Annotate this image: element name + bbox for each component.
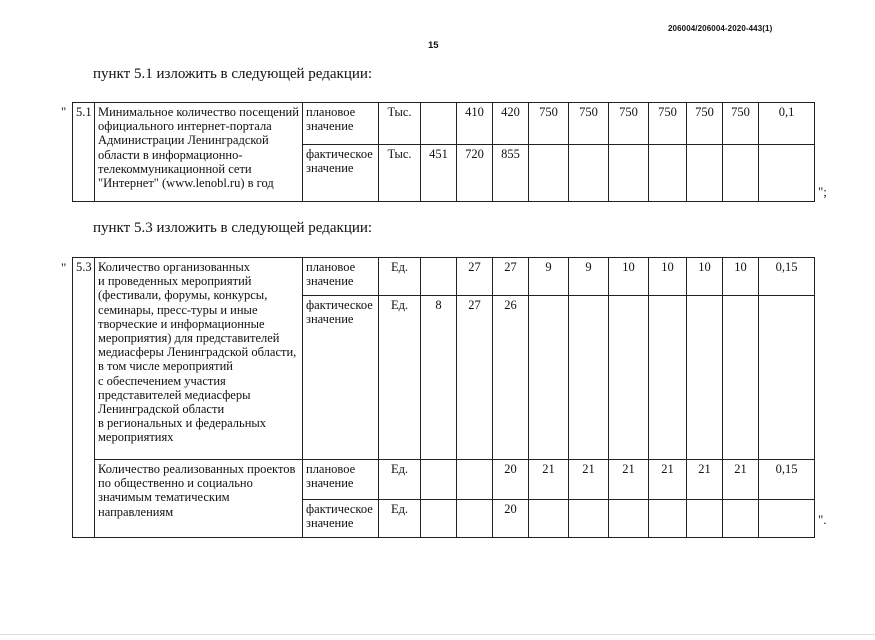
table-5-3 <box>72 257 815 538</box>
value-cell <box>421 500 457 538</box>
description-line: значимым тематическим <box>98 490 230 505</box>
value-cell: 10 <box>649 258 687 296</box>
value-cell: 410 <box>457 103 493 145</box>
value-cell <box>609 500 649 538</box>
value-cell: 8 <box>421 296 457 460</box>
value-cell: 0,15 <box>759 258 815 296</box>
value-cell: 855 <box>493 145 529 202</box>
value-cell: 750 <box>569 103 609 145</box>
description-line: (фестивали, форумы, конкурсы, <box>98 288 268 303</box>
value-cell <box>569 145 609 202</box>
value-cell <box>687 145 723 202</box>
value-cell: 21 <box>687 460 723 500</box>
unit: Ед. <box>379 460 421 500</box>
value-cell <box>687 296 723 460</box>
unit: Ед. <box>379 258 421 296</box>
indicator-description <box>95 460 303 538</box>
value-cell <box>609 296 649 460</box>
value-cell <box>723 296 759 460</box>
value-type: плановое значение <box>303 258 379 296</box>
value-cell: 26 <box>493 296 529 460</box>
value-cell: 21 <box>723 460 759 500</box>
value-cell <box>759 500 815 538</box>
table-5-1 <box>72 102 815 202</box>
value-cell: 21 <box>649 460 687 500</box>
value-cell <box>421 460 457 500</box>
value-cell <box>687 500 723 538</box>
description-line: мероприятия) для представителей <box>98 331 280 346</box>
value-cell <box>723 145 759 202</box>
value-cell <box>649 145 687 202</box>
description-line: Количество реализованных проектов <box>98 462 296 476</box>
indicator-description <box>95 258 303 460</box>
open-quote-5-3: " <box>61 260 67 275</box>
description-line: медиасферы Ленинградской области, <box>98 345 297 360</box>
description-line: с обеспечением участия <box>98 373 226 388</box>
table-row <box>73 258 815 296</box>
table-row <box>73 460 815 500</box>
value-cell: 20 <box>493 500 529 538</box>
value-cell <box>759 145 815 202</box>
value-cell: 750 <box>723 103 759 145</box>
description-line: направлениям <box>98 504 174 519</box>
value-cell: 27 <box>457 258 493 296</box>
value-cell: 750 <box>649 103 687 145</box>
value-cell: 750 <box>687 103 723 145</box>
section-5-3-heading: пункт 5.3 изложить в следующей редакции: <box>93 220 373 236</box>
value-cell: 21 <box>529 460 569 500</box>
value-cell <box>529 296 569 460</box>
open-quote-5-1: " <box>61 104 67 119</box>
unit: Ед. <box>379 296 421 460</box>
value-cell <box>421 103 457 145</box>
value-cell <box>421 258 457 296</box>
indicator-number: 5.1 <box>73 103 95 202</box>
close-quote-5-3: ". <box>818 512 827 527</box>
value-type: плановое значение <box>303 103 379 145</box>
table-row <box>73 103 815 145</box>
page-number: 15 <box>428 40 439 51</box>
value-cell: 10 <box>723 258 759 296</box>
value-cell: 21 <box>569 460 609 500</box>
value-cell <box>723 500 759 538</box>
value-cell: 9 <box>529 258 569 296</box>
value-cell: 720 <box>457 145 493 202</box>
value-type: фактическое значение <box>303 296 379 460</box>
value-cell: 750 <box>609 103 649 145</box>
value-cell: 21 <box>609 460 649 500</box>
value-cell: 451 <box>421 145 457 202</box>
description-line: в том числе мероприятий <box>98 359 233 374</box>
value-cell <box>569 296 609 460</box>
description-line: Ленинградской области <box>98 402 225 417</box>
value-cell: 420 <box>493 103 529 145</box>
value-cell <box>759 296 815 460</box>
description-line: Количество организованных <box>98 260 251 274</box>
value-cell: 20 <box>493 460 529 500</box>
value-cell: 0,1 <box>759 103 815 145</box>
value-cell <box>457 460 493 500</box>
value-cell: 0,15 <box>759 460 815 500</box>
value-cell <box>529 145 569 202</box>
description-line: творческие и информационные <box>98 316 265 331</box>
unit: Тыс. <box>379 145 421 202</box>
value-cell: 27 <box>457 296 493 460</box>
description-line: семинары, пресс-туры и иные <box>98 302 258 317</box>
value-cell: 27 <box>493 258 529 296</box>
value-cell: 10 <box>609 258 649 296</box>
description-line: по общественно и социально <box>98 476 253 491</box>
close-quote-5-1: "; <box>818 184 827 199</box>
document-id: 206004/206004-2020-443(1) <box>668 24 773 33</box>
indicator-description: Минимальное количество посещений официального интернет-портала Администрации Ленинградской области в информационно-телекоммуникационной сети "Интернет" (www.lenobl.ru) в год <box>95 103 303 202</box>
value-cell <box>649 296 687 460</box>
value-cell <box>457 500 493 538</box>
indicator-number: 5.3 <box>73 258 95 538</box>
scan-edge-line <box>0 634 875 635</box>
description-line: в региональных и федеральных <box>98 416 267 431</box>
value-cell <box>529 500 569 538</box>
value-type: фактическое значение <box>303 145 379 202</box>
description-line: представителей медиасферы <box>98 387 251 402</box>
unit: Тыс. <box>379 103 421 145</box>
section-5-1-heading: пункт 5.1 изложить в следующей редакции: <box>93 66 373 82</box>
value-cell <box>609 145 649 202</box>
value-cell <box>649 500 687 538</box>
value-cell: 9 <box>569 258 609 296</box>
unit: Ед. <box>379 500 421 538</box>
description-line: и проведенных мероприятий <box>98 274 252 289</box>
value-cell: 10 <box>687 258 723 296</box>
value-cell: 750 <box>529 103 569 145</box>
value-type: фактическое значение <box>303 500 379 538</box>
description-line: мероприятиях <box>98 430 174 445</box>
value-type: плановое значение <box>303 460 379 500</box>
value-cell <box>569 500 609 538</box>
